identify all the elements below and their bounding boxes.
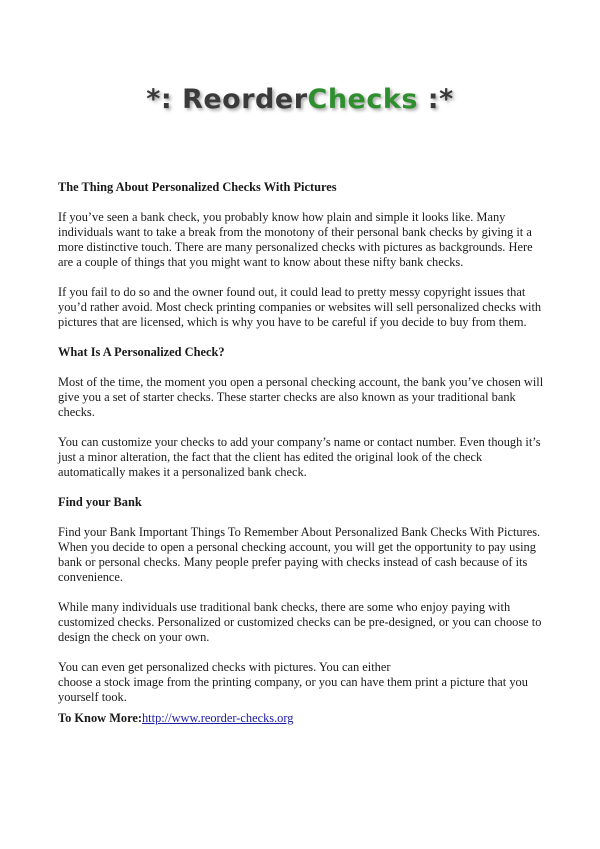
paragraph-copyright: If you fail to do so and the owner found out, it could lead to pretty messy copyright issues that you’d rather avoid. Most check printing companies or websites will sell personalized checks with pictures that are licensed, which is why you have to be careful if you decide to buy from them. bbox=[58, 285, 542, 329]
paragraph-pictures-line1: You can even get personalized checks with pictures. You can either bbox=[58, 660, 391, 674]
website-link[interactable]: http://www.reorder-checks.org bbox=[141, 711, 294, 725]
article-title: The Thing About Personalized Checks With Pictures bbox=[58, 180, 337, 194]
heading-what-is: What Is A Personalized Check? bbox=[58, 345, 225, 359]
site-logo bbox=[0, 84, 600, 115]
paragraph-pictures bbox=[58, 660, 548, 705]
paragraph-starter-checks: Most of the time, the moment you open a personal checking account, the bank you’ve chosen will give you a set of starter checks. These starter checks are also known as your traditional bank checks. bbox=[58, 375, 544, 419]
paragraph-customize: You can customize your checks to add your company’s name or contact number. Even though it’s just a minor alteration, the fact that the client has edited the original look of the check automatically makes it a personalized bank check. bbox=[58, 435, 541, 479]
heading-find-bank: Find your Bank bbox=[58, 495, 142, 509]
paragraph-find-bank: Find your Bank Important Things To Remember About Personalized Bank Checks With Pictures. When you decide to open a personal checking account, you will get the opportunity to pay using bank or personal checks. Many people prefer paying with checks instead of cash because of its convenience. bbox=[58, 525, 541, 584]
logo-prefix: *: Reorder bbox=[146, 84, 308, 115]
article-body bbox=[58, 180, 548, 720]
paragraph-traditional: While many individuals use traditional bank checks, there are some who enjoy paying with customized checks. Personalized or customized checks can be pre-designed, or you can choose to design the check on your own. bbox=[58, 600, 542, 644]
know-more-label: To Know More: bbox=[58, 711, 142, 725]
paragraph-intro: If you’ve seen a bank check, you probably know how plain and simple it looks like. Many individuals want to take a break from the monotony of their personal bank checks by giving it a more distinctive touch. There are many personalized checks with pictures as backgrounds. Here are a couple of things that you might want to know about these nifty bank checks. bbox=[58, 210, 533, 269]
logo-suffix: :* bbox=[417, 84, 454, 115]
paragraph-pictures-line2: choose a stock image from the printing company, or you can have them print a picture that you yourself took. bbox=[58, 675, 528, 704]
know-more-line bbox=[58, 711, 293, 726]
logo-highlight: Checks bbox=[307, 84, 418, 115]
